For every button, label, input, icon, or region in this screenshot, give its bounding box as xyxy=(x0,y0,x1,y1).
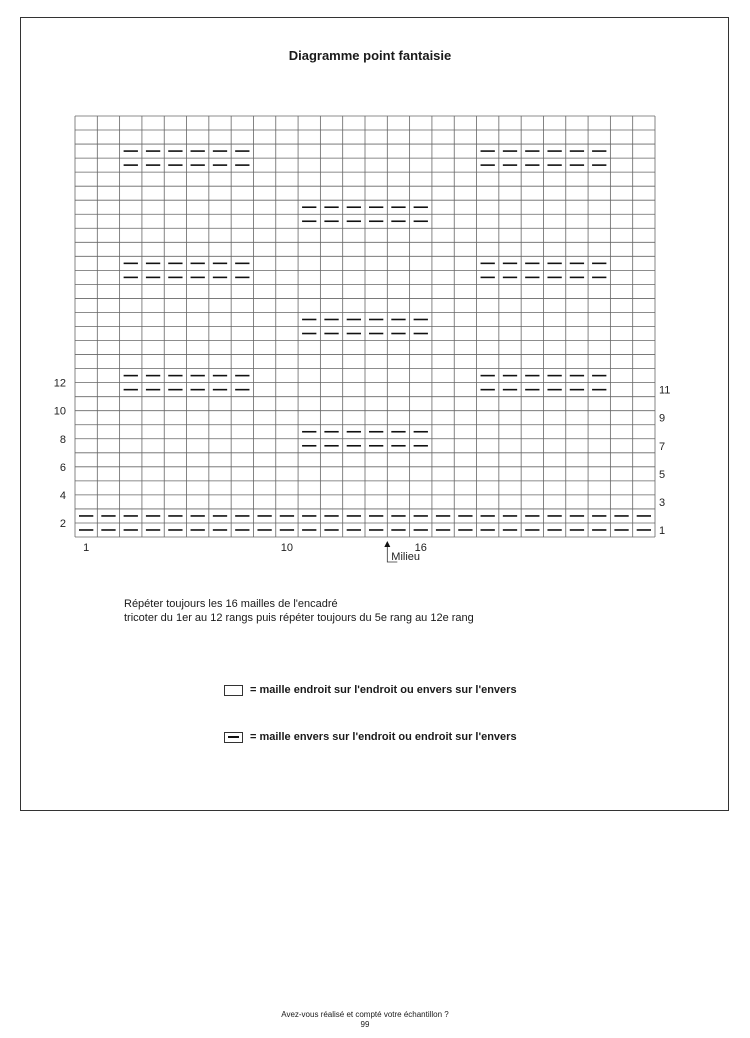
row-label-right: 11 xyxy=(659,384,671,397)
legend-knit-text: = maille endroit sur l'endroit ou envers sur l'envers xyxy=(250,684,517,696)
empty-cell-icon xyxy=(224,685,243,696)
row-label-right: 1 xyxy=(659,524,666,537)
column-label: 10 xyxy=(280,542,294,554)
row-label-right: 5 xyxy=(659,468,666,481)
row-label-left: 2 xyxy=(59,517,66,530)
row-label-left: 8 xyxy=(59,433,66,446)
row-label-right: 7 xyxy=(659,440,666,453)
center-label: Milieu xyxy=(391,551,421,563)
row-label-left: 10 xyxy=(53,405,66,418)
legend-knit xyxy=(224,684,517,696)
column-label: 16 xyxy=(414,542,427,554)
footer xyxy=(0,1010,730,1030)
footer-text: Avez-vous réalisé et compté votre échantillon ? xyxy=(281,1010,449,1019)
instructions xyxy=(124,597,474,625)
diagram-title: Diagramme point fantaisie xyxy=(288,48,452,63)
row-label-left: 4 xyxy=(59,489,66,502)
instruction-line-1: Répéter toujours les 16 mailles de l'encadré xyxy=(124,598,338,610)
column-label: 1 xyxy=(83,542,90,554)
row-label-left: 12 xyxy=(53,377,66,390)
page-number: 99 xyxy=(360,1020,370,1029)
row-label-right: 3 xyxy=(659,496,666,509)
legend-purl xyxy=(224,731,517,743)
row-label-left: 6 xyxy=(59,461,66,474)
dash-cell-icon xyxy=(224,732,243,743)
legend-purl-text: = maille envers sur l'endroit ou endroit sur l'envers xyxy=(250,731,517,743)
row-label-right: 9 xyxy=(659,412,666,425)
instruction-line-2: tricoter du 1er au 12 rangs puis répéter toujours du 5e rang au 12e rang xyxy=(124,612,474,624)
center-arrow-icon xyxy=(384,541,390,547)
